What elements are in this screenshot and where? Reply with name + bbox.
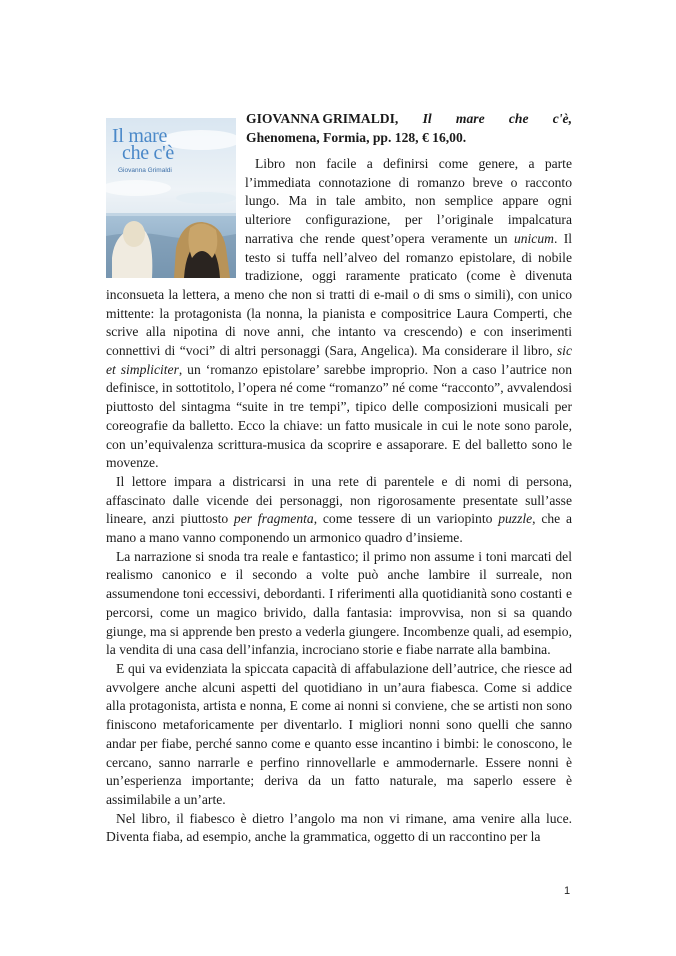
header-title-word3: che — [508, 111, 529, 126]
italic-sic-et-simpliciter: sic et simpliciter — [106, 343, 572, 377]
paragraph-4: E qui va evidenziata la spiccata capacità di affabulazione dell’autrice, che riesce ad avvolgere anche alcuni aspetti del quotidiano in un’aura fiabesca. Come si addice alla protagonista, artista e nonna, E come ai nonni si conviene, che se artisti non sono finiscono metaforicamente per diventarlo. I migliori nonni sono quelli che sanno andar per fiabe, perché sanno come e quanto esse incantino i bimbi: le conoscono, le cercano, sanno narrarle e perfino rinnovellarle e ammodernarle. Essere nonni è un’esperienza importante; deriva da un fatto naturale, ma saperlo essere è assimilabile a un’arte. — [106, 660, 572, 807]
italic-unicum: unicum — [513, 230, 554, 246]
page-number: 1 — [564, 885, 571, 897]
paragraph-1: Libro non facile a definirsi come genere, a parte l’immediata connotazione di romanzo breve o racconto lungo. Ma in tale ambito, non semplice appare ogni ulteriore configurazione, per l’originale impalcatura narrativa che rende quest’opera veramente un unicum. Il testo si tuffa nell’alveo del romanzo epistolare, di nobile tradizione, oggi raramente praticato (come è divenuta inconsueta la lettera, a meno che non si tratti di e-mail o di sms o simili), con unico mittente: la protagonista (la nonna, la pianista e compositrice Laura Comperti, che scrive alla nipotina di nove anni, che intanto va crescendo) e con inserimenti connettivi di “voci” di altri personaggi (Sara, Angelica). Ma considerare il libro, sic et simpliciter, un ‘romanzo epistolare’ sarebbe improprio. Non a caso l’autrice non definisce, in sottotitolo, l’opera né come “romanzo” né come “racconto”, avvalendosi piuttosto del sintagma “suite in tre tempi”, tipico delle composizioni musicali per coreografie da balletto. Ecco la chiave: un fatto musicale in cui le note sono parole, con un’equivalenza scrittura-musica da scoprire e assaporare. E del balletto sono le movenze. — [106, 156, 572, 471]
header-line1 — [246, 109, 572, 128]
paragraph-5: Nel libro, il fiabesco è dietro l’angolo ma non vi rimane, ama venire alla luce. Diventa fiaba, ad esempio, anche la grammatica, oggetto di un raccontino per la — [106, 810, 572, 845]
paragraph-3: La narrazione si snoda tra reale e fantastico; il primo non assume i toni marcati del realismo canonico e il secondo a volte può anche lambire il surreale, non assumendone toni eccessivi, debordanti. I riferimenti alla quotidianità sono costanti e percorsi, come un magico brivido, dalla fantasia: improvvisa, non si sa quando giunge, ma si apprende ben presto a vederla giungere. Incombenze quali, ad esempio, la vendita di una casa dell’infanzia, incrociano storie e fiabe narrate alla bambina. — [106, 548, 572, 658]
header-title-word4: c'è, — [552, 111, 572, 126]
cover-title-line1: Il mare — [112, 125, 168, 147]
cover-title-line2: che c'è — [122, 142, 175, 164]
header-title-word1: Il — [422, 111, 432, 126]
italic-per-fragmenta: per fragmenta — [233, 511, 314, 527]
review-header — [246, 109, 572, 147]
header-publication: Ghenomena, Formia, pp. 128, € 16,00. — [246, 130, 467, 145]
paragraph-2: Il lettore impara a districarsi in una rete di parentele e di nomi di persona, affascinato dalle vicende dei personaggi, non rigorosamente presentate sull’asse lineare, anzi piuttosto per fragmenta, come tessere di un variopinto puzzle, che a mano a mano vanno componendo un armonico quadro d’insieme. — [106, 473, 573, 546]
header-author: GIOVANNA GRIMALDI, — [246, 111, 399, 126]
review-body — [106, 155, 572, 847]
cover-author: Giovanna Grimaldi — [118, 167, 172, 174]
italic-puzzle: puzzle — [498, 511, 533, 527]
header-title-word2: mare — [455, 111, 485, 126]
